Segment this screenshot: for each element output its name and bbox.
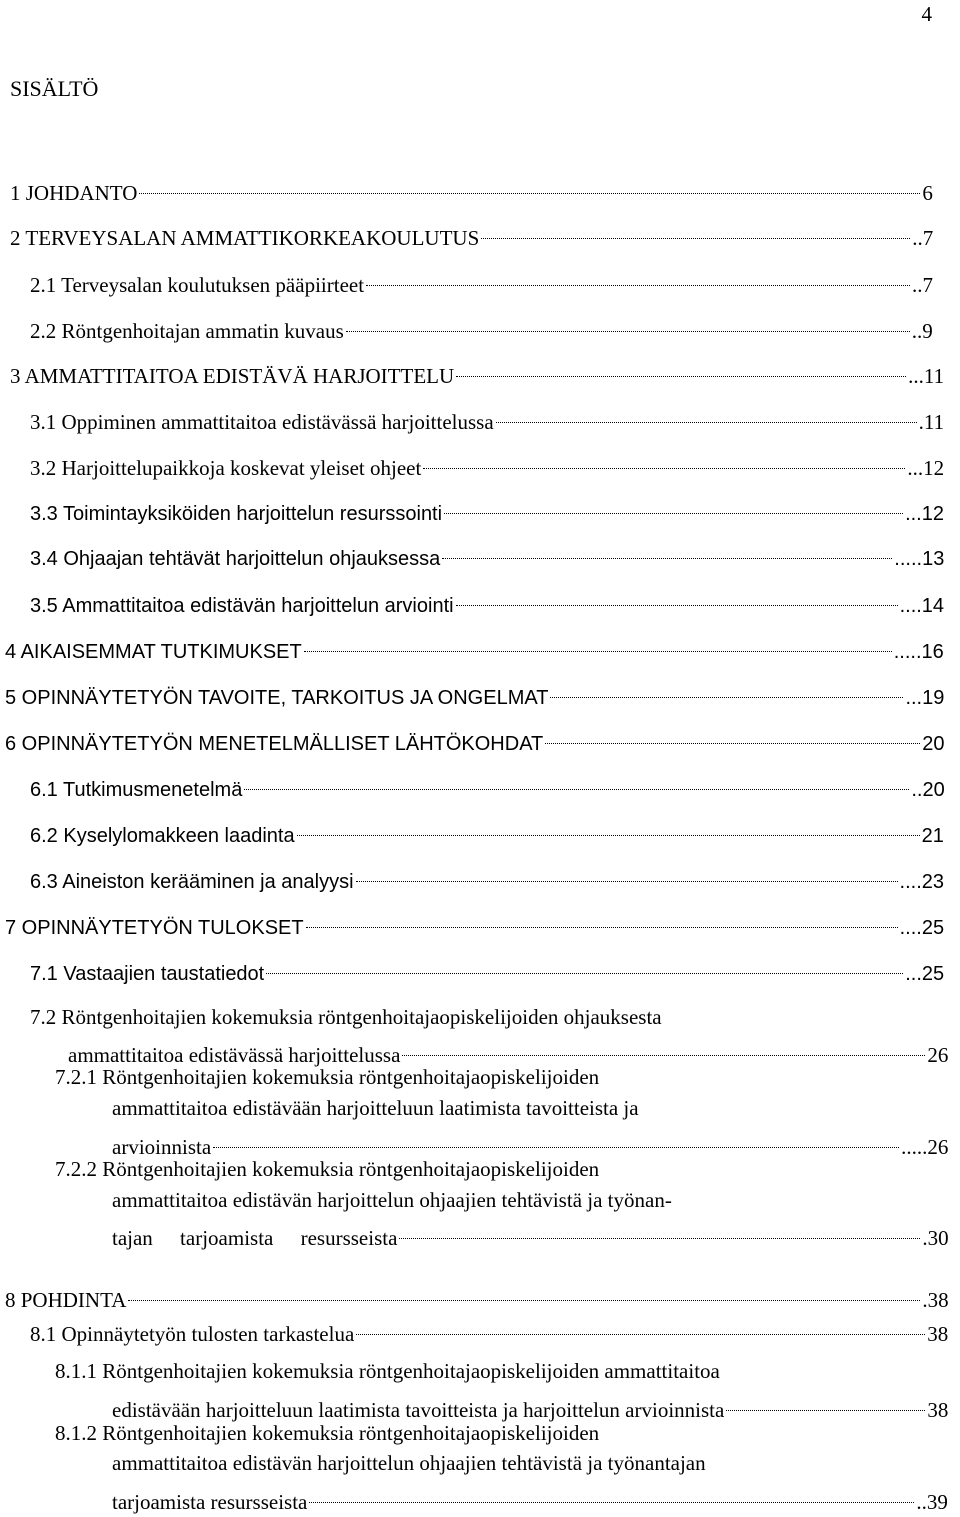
toc-entry-title: 6.2 Kyselylomakkeen laadinta bbox=[30, 825, 295, 847]
toc-entry-title: ammattitaitoa edistävän harjoittelun ohjaajien tehtävistä ja työnan- bbox=[112, 1188, 672, 1212]
toc-entry-page: .30 bbox=[922, 1226, 949, 1250]
toc-entry-page: .....16 bbox=[893, 641, 944, 663]
toc-entry bbox=[5, 720, 946, 755]
toc-entry bbox=[30, 1002, 946, 1032]
toc-entry-title: 7.2 Röntgenhoitajien kokemuksia röntgenhoitajaopiskelijoiden ohjauksesta bbox=[30, 1005, 662, 1029]
toc-entry-page: 38 bbox=[927, 1322, 949, 1346]
toc-entry-title: 1 JOHDANTO bbox=[10, 181, 138, 205]
toc-entry bbox=[30, 535, 946, 570]
toc-entry-page: ...19 bbox=[905, 687, 945, 709]
toc-entry-page: ...12 bbox=[907, 456, 945, 480]
toc-entry bbox=[30, 262, 935, 297]
toc-dot-leader bbox=[354, 858, 900, 888]
toc-dot-leader bbox=[354, 1311, 927, 1341]
toc-entry bbox=[30, 950, 946, 985]
toc-entry-page: 38 bbox=[927, 1398, 949, 1422]
toc-entry-title: arvioinnista bbox=[112, 1135, 212, 1159]
toc-dot-leader bbox=[304, 904, 900, 934]
toc-entry bbox=[112, 1124, 950, 1159]
toc-entry bbox=[30, 812, 946, 847]
toc-entry bbox=[112, 1479, 950, 1514]
toc-entry bbox=[5, 674, 946, 709]
toc-dot-leader bbox=[440, 535, 894, 565]
toc-dot-leader bbox=[295, 812, 922, 842]
toc-dot-leader bbox=[307, 1479, 916, 1509]
toc-entry bbox=[112, 1387, 950, 1422]
toc-dot-leader bbox=[543, 720, 922, 750]
toc-entry bbox=[112, 1448, 950, 1478]
toc-entry-page: ....25 bbox=[899, 917, 945, 939]
toc-entry-title: 2.2 Röntgenhoitajan ammatin kuvaus bbox=[30, 319, 344, 343]
toc-dot-leader bbox=[400, 1032, 927, 1062]
toc-entry-title: ammattitaitoa edistävän harjoittelun ohjaajien tehtävistä ja työnantajan bbox=[112, 1451, 706, 1475]
toc-entry-title: 3.4 Ohjaajan tehtävät harjoittelun ohjauksessa bbox=[30, 548, 441, 570]
toc-entry-page: ..9 bbox=[911, 319, 933, 343]
toc-entry bbox=[5, 628, 946, 663]
toc-entry-title: 3.3 Toimintayksiköiden harjoittelun resurssointi bbox=[30, 503, 443, 525]
toc-entry bbox=[30, 766, 946, 801]
toc-entry-title: 6.3 Aineiston kerääminen ja analyysi bbox=[30, 871, 354, 893]
toc-entry bbox=[30, 445, 946, 480]
toc-entry bbox=[30, 858, 946, 893]
toc-dot-leader bbox=[724, 1387, 927, 1417]
toc-entry bbox=[5, 1277, 950, 1312]
toc-entry-title: tarjoamista resursseista bbox=[112, 1490, 308, 1514]
toc-entry-page: ...11 bbox=[908, 364, 945, 388]
toc-entry-title: 2.1 Terveysalan koulutuksen pääpiirteet bbox=[30, 273, 365, 297]
toc-dot-leader bbox=[242, 766, 911, 796]
toc-entry-title: 2 TERVEYSALAN AMMATTIKORKEAKOULUTUS bbox=[10, 226, 480, 250]
toc-dot-leader bbox=[548, 674, 905, 704]
toc-entry-page: 20 bbox=[922, 733, 945, 755]
toc-entry-title: 8.1.1 Röntgenhoitajien kokemuksia röntgenhoitajaopiskelijoiden ammattitaitoa bbox=[55, 1359, 720, 1383]
toc-dot-leader bbox=[364, 262, 912, 292]
toc-entry-title: 3.2 Harjoittelupaikkoja koskevat yleiset ohjeet bbox=[30, 456, 422, 480]
toc-entry-page: 26 bbox=[927, 1043, 949, 1067]
toc-entry-title: 5 OPINNÄYTETYÖN TAVOITE, TARKOITUS JA ONGELMAT bbox=[5, 687, 549, 709]
toc-entry bbox=[5, 904, 946, 939]
toc-entry bbox=[55, 1418, 950, 1448]
toc-entry-page: .....26 bbox=[901, 1135, 949, 1159]
toc-entry-title: edistävään harjoitteluun laatimista tavoitteista ja harjoittelun arvioinnista bbox=[112, 1398, 725, 1422]
toc-entry-title: 3.5 Ammattitaitoa edistävän harjoittelun arviointi bbox=[30, 595, 454, 617]
toc-entry-title: 7.2.2 Röntgenhoitajien kokemuksia röntgenhoitajaopiskelijoiden bbox=[55, 1157, 600, 1181]
toc-entry-title: 6.1 Tutkimusmenetelmä bbox=[30, 779, 243, 801]
toc-entry-title: 8 POHDINTA bbox=[5, 1288, 127, 1312]
toc-entry bbox=[112, 1093, 950, 1123]
toc-entry bbox=[30, 399, 946, 434]
toc-entry-title: 3 AMMATTITAITOA EDISTÄVÄ HARJOITTELU bbox=[10, 364, 455, 388]
toc-entry-page: .....13 bbox=[894, 548, 945, 570]
toc-entry-title: 8.1 Opinnäytetyön tulosten tarkastelua bbox=[30, 1322, 355, 1346]
toc-entry-title: tajan tarjoamista resursseista bbox=[112, 1226, 398, 1250]
toc-entry-title: 6 OPINNÄYTETYÖN MENETELMÄLLISET LÄHTÖKOHDAT bbox=[5, 733, 544, 755]
toc-dot-leader bbox=[494, 399, 919, 429]
toc-dot-leader bbox=[397, 1215, 922, 1245]
toc-entry-title: 4 AIKAISEMMAT TUTKIMUKSET bbox=[5, 641, 302, 663]
toc-entry-title: 7.2.1 Röntgenhoitajien kokemuksia röntgenhoitajaopiskelijoiden bbox=[55, 1065, 600, 1089]
toc-entry bbox=[30, 1311, 950, 1346]
toc-dot-leader bbox=[479, 215, 912, 245]
toc-dot-leader bbox=[421, 445, 907, 475]
toc-entry-page: .11 bbox=[918, 410, 945, 434]
toc-entry-title: 8.1.2 Röntgenhoitajien kokemuksia röntgenhoitajaopiskelijoiden bbox=[55, 1421, 600, 1445]
toc-dot-leader bbox=[264, 950, 905, 980]
toc-entry-page: ..20 bbox=[911, 779, 945, 801]
toc-entry bbox=[10, 170, 935, 205]
toc-dot-leader bbox=[211, 1124, 901, 1154]
toc-entry-title: 3.1 Oppiminen ammattitaitoa edistävässä harjoittelussa bbox=[30, 410, 494, 434]
toc-dot-leader bbox=[126, 1277, 922, 1307]
toc-entry bbox=[55, 1062, 950, 1092]
toc-dot-leader bbox=[137, 170, 922, 200]
toc-entry-page: ..7 bbox=[912, 273, 934, 297]
toc-entry-page: .38 bbox=[922, 1288, 949, 1312]
toc-entry-title: 7.1 Vastaajien taustatiedot bbox=[30, 963, 265, 985]
toc-entry-page: ..39 bbox=[916, 1490, 948, 1514]
toc-entry-title: 7 OPINNÄYTETYÖN TULOKSET bbox=[5, 917, 304, 939]
toc-entry-title: ammattitaitoa edistävässä harjoittelussa bbox=[68, 1043, 401, 1067]
toc-entry-title: ammattitaitoa edistävään harjoitteluun laatimista tavoitteista ja bbox=[112, 1096, 639, 1120]
toc-entry bbox=[30, 582, 946, 617]
toc-entry bbox=[30, 308, 935, 343]
page-number: 4 bbox=[921, 2, 932, 26]
toc-dot-leader bbox=[442, 490, 905, 520]
toc-entry-page: ..7 bbox=[912, 226, 934, 250]
toc-dot-leader bbox=[454, 582, 900, 612]
toc-entry bbox=[10, 353, 946, 388]
toc-entry bbox=[112, 1215, 950, 1250]
toc-entry-page: 6 bbox=[922, 181, 933, 205]
toc-entry bbox=[55, 1356, 950, 1386]
toc-entry-page: ....23 bbox=[899, 871, 945, 893]
toc-entry-page: ....14 bbox=[899, 595, 945, 617]
toc-entry bbox=[68, 1032, 950, 1067]
toc-entry bbox=[55, 1154, 950, 1184]
toc-entry bbox=[10, 215, 935, 250]
toc-entry bbox=[30, 490, 946, 525]
toc-entry-page: ...12 bbox=[905, 503, 944, 525]
toc-entry-page: 21 bbox=[921, 825, 944, 847]
toc-dot-leader bbox=[302, 628, 894, 658]
toc-entry bbox=[112, 1185, 950, 1215]
toc-entry-page: ...25 bbox=[905, 963, 945, 985]
toc-dot-leader bbox=[344, 308, 912, 338]
toc-dot-leader bbox=[454, 353, 908, 383]
page-title: SISÄLTÖ bbox=[10, 76, 99, 101]
